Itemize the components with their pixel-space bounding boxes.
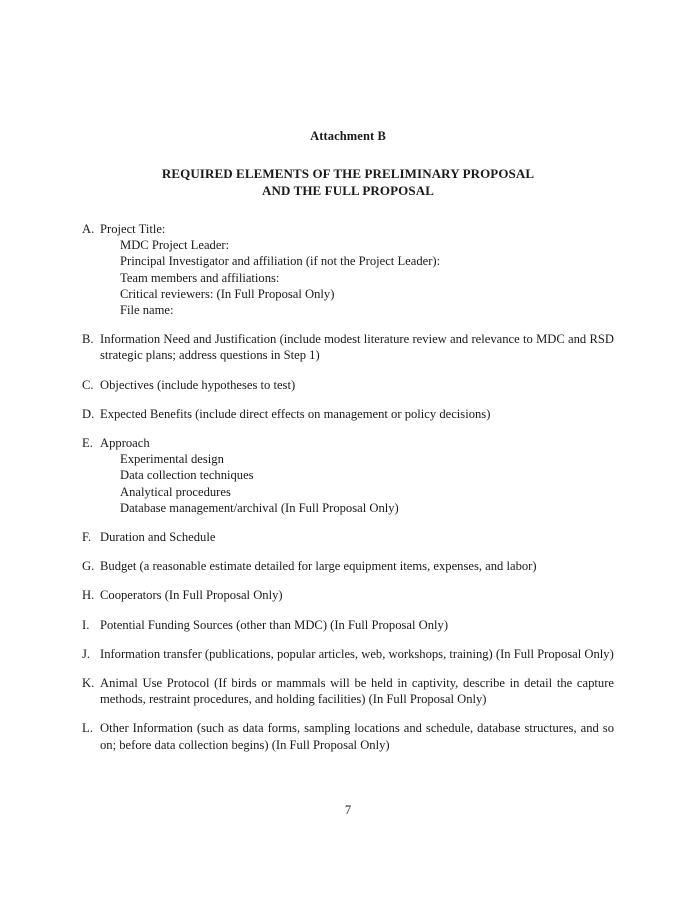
section-subitem: Principal Investigator and affiliation (if not the Project Leader): [120,254,441,269]
section-subitem: Data collection techniques [120,468,254,483]
section-subitem: Experimental design [120,452,224,467]
section-item [82,529,614,545]
section-letter: A. [82,222,95,236]
section-letter: I. [82,617,90,632]
section-item [82,587,614,603]
section-text: Budget (a reasonable estimate detailed for large equipment items, expenses, and labor) [100,559,537,574]
section-letter: D. [82,406,95,421]
section-letter: F. [82,530,92,545]
attachment-label: Attachment B [310,129,386,143]
sections-list [82,221,614,753]
section-subitem: Team members and affiliations: [120,270,280,285]
section-item [82,435,614,516]
section-item [82,675,614,707]
section-text: Expected Benefits (include direct effects on management or policy decisions) [100,406,491,421]
section-letter: B. [82,332,94,347]
section-item [82,720,614,752]
section-text: Information transfer (publications, popular articles, web, workshops, training) (In Full Proposal Only) [100,646,614,661]
section-text: Objectives (include hypotheses to test) [100,377,296,392]
section-subitems [82,237,614,318]
section-letter: G. [82,559,95,574]
section-item [82,646,614,662]
section-item [82,558,614,574]
section-text: Other Information (such as data forms, sampling locations and schedule, database structures, and so on; before data collection begins) (In Full Proposal Only) [100,721,614,752]
page-title [82,166,614,199]
section-subitem: MDC Project Leader: [120,238,230,253]
section-text: Cooperators (In Full Proposal Only) [100,588,283,603]
section-item [82,331,614,363]
section-subitem: Critical reviewers: (In Full Proposal Only) [120,286,335,301]
page-number: 7 [344,803,352,817]
page-title-line-2: AND THE FULL PROPOSAL [262,182,434,198]
section-item [82,377,614,393]
section-subitems [82,451,614,516]
section-text: Duration and Schedule [100,530,216,545]
section-letter: K. [82,676,95,691]
section-text: Potential Funding Sources (other than MDC) (In Full Proposal Only) [100,617,449,632]
section-subitem: File name: [120,303,174,318]
section-letter: C. [82,377,94,392]
document-content [82,128,614,766]
section-letter: J. [82,646,91,661]
section-text: Animal Use Protocol (If birds or mammals will be held in captivity, describe in detail the capture methods, restraint procedures, and holding facilities) (In Full Proposal Only) [100,676,614,707]
section-text: Approach [100,436,150,451]
section-item [82,406,614,422]
section-subitem: Database management/archival (In Full Proposal Only) [120,500,399,515]
section-letter: L. [82,721,93,736]
section-text: Information Need and Justification (include modest literature review and relevance to MDC and RSD strategic plans; address questions in Step 1) [100,332,614,363]
section-item [82,617,614,633]
section-text: Project Title: [100,222,166,236]
section-letter: E. [82,436,93,451]
section-item [82,221,614,318]
section-letter: H. [82,588,95,603]
page-title-line-1: REQUIRED ELEMENTS OF THE PRELIMINARY PROPOSAL [161,166,535,181]
section-subitem: Analytical procedures [120,484,231,499]
